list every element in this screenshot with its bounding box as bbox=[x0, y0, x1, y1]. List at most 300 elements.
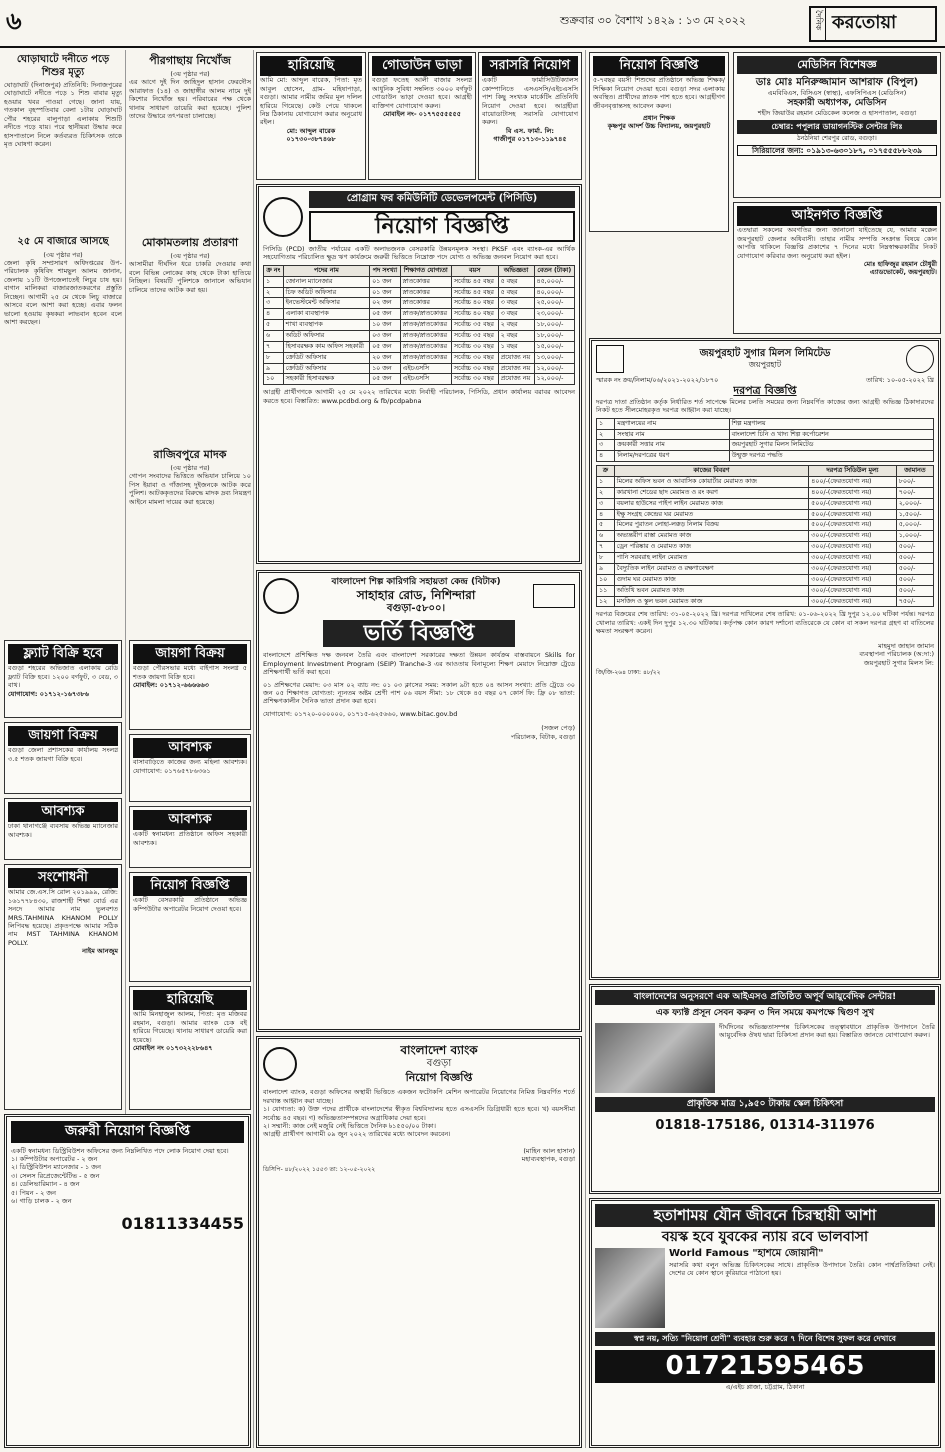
table-cell: স্নাতক/স্নাতকোত্তর bbox=[400, 352, 451, 363]
table-cell: ১২,০০০/- bbox=[534, 374, 575, 385]
table-cell: সহকারী হিসাবরক্ষক bbox=[283, 374, 369, 385]
table-cell: সর্বোচ্চ ৩০ বছর bbox=[451, 352, 498, 363]
table-cell: ইক্ষু সংগ্রহ কেন্দ্রের ঘর মেরামত bbox=[614, 509, 809, 520]
news-sub: (৩য় পৃষ্ঠার পর) bbox=[170, 251, 210, 260]
table-cell: সর্বোচ্চ ৩০ বছর bbox=[451, 374, 498, 385]
ad-title: আবশ্যক bbox=[8, 802, 118, 822]
health2-photo bbox=[595, 1248, 665, 1328]
table-cell: ৪০০/-(ফেরতযোগ্য নয়) bbox=[809, 487, 897, 498]
ad-contact: মো: আব্দুল বারেক ০১৭৩০-৩৮৭৪৬৮ bbox=[286, 126, 336, 144]
table-row bbox=[597, 477, 934, 488]
table-cell: গুদাম ঘর মেরামত কাজ bbox=[614, 574, 809, 585]
table-cell: ১ bbox=[264, 276, 284, 287]
table-row bbox=[597, 429, 934, 440]
table-cell: এইচএসসি bbox=[400, 363, 451, 374]
table-cell: উন্মুক্ত দরপত্র পদ্ধতি bbox=[729, 451, 933, 462]
ad-title: নিয়োগ বিজ্ঞপ্তি bbox=[593, 56, 725, 76]
table-row bbox=[597, 451, 934, 462]
table-cell: ১০ bbox=[597, 574, 615, 585]
ad-title: আবশ্যক bbox=[133, 810, 247, 830]
table-cell: ৬ bbox=[597, 531, 615, 542]
table-cell: ৩০০/-(ফেরতযোগ্য নয়) bbox=[809, 542, 897, 553]
table-cell: ২ bbox=[597, 429, 615, 440]
table-cell: ৮ bbox=[597, 553, 615, 564]
table-header: শিক্ষাগত যোগ্যতা bbox=[400, 265, 451, 276]
table-cell: নিলাম/দরপত্রের ধরণ bbox=[615, 451, 729, 462]
table-cell: সর্বোচ্চ ৩০ বছর bbox=[451, 341, 498, 352]
ad-contact: 01811334455 bbox=[121, 1213, 244, 1233]
health1-sub: এক ফ্যাক্ট প্রসূন সেবন করুন ৩ দিন সময়ে কমপক্ষে দ্বিগুণ সুখ bbox=[655, 1008, 875, 1019]
table-cell: জোনাল ম্যানেজার bbox=[283, 276, 369, 287]
table-cell: সংস্থার নাম bbox=[615, 429, 729, 440]
table-cell: অতিথি ভবন মেরামত কাজ bbox=[614, 585, 809, 596]
doctor-address: ঠনঠনিয়া শেরপুর রোড, বগুড়া। bbox=[797, 134, 877, 143]
table-cell: জয়পুরহাট সুগার মিলস লিমিটেড bbox=[729, 440, 933, 451]
news-title: ঘোড়াঘাটে দনীতে পড়ে শিশুর মৃত্যু bbox=[16, 54, 110, 78]
table-cell: ক্রয়কারী সত্তার নাম bbox=[615, 440, 729, 451]
health1-offer: প্রাকৃতিক মাত্র ১,৯৫০ টাকায় স্কেল চিকিৎসা bbox=[595, 1097, 935, 1112]
ad-contact: যোগাযোগ: ০১৭১২-১৬৭৩৮৬ bbox=[8, 689, 89, 698]
table-cell: সর্বোচ্চ ৪৫ বছর bbox=[451, 276, 498, 287]
table-row bbox=[597, 542, 934, 553]
ad-body: বগুড়া ফতেহ আলী বাজার সংলগ্ন আধুনিক সুবিধা সম্বলিত ৩০০০ বর্গফুট গোডাউন ভাড়া দেওয়া হবে। আগ্রহী ব্যক্তিগণ যোগাযোগ করুন। bbox=[372, 76, 472, 110]
ad-title: জরুরী নিয়োগ বিজ্ঞপ্তি bbox=[11, 1121, 244, 1143]
table-cell: ১০ bbox=[264, 374, 284, 385]
ad-ayurvedic bbox=[589, 984, 941, 1194]
news-body: জেলা কৃষি সম্প্রসারণ অধিদপ্তরের উপ-পরিচালক কৃষিবিদ শামছুল আলম জানান, জেলায় ১১টি উপজেলাতেই লিচুর চাষ হয়। বাগান মালিকরা বাজারজাতকরণের প্রস্তুতি নিচ্ছেন। আগামী ২৫ মে থেকে লিচু বাজারে আসবে বলে আশা করা হচ্ছে। এবার ফলন ভালো হওয়ায় কৃষকরা লাভবান হবেন বলে আশা করছেন। bbox=[4, 258, 122, 326]
ad-contact: প্রধান শিক্ষক কৃষ্ণপুর আদর্শ উচ্চ বিদ্যালয়, জয়পুরহাট bbox=[607, 114, 711, 131]
table-cell: ৯ bbox=[264, 363, 284, 374]
table-cell: ড্রেন পরিষ্কার ও মেরামত কাজ bbox=[614, 542, 809, 553]
table-cell: ০৩ জন bbox=[370, 331, 401, 342]
ad-contact: মোবাইল নং ০১৭৩২২২৮৬৪৭ bbox=[133, 1044, 213, 1052]
table-cell: ৪ bbox=[597, 509, 615, 520]
table-cell: ১৫,০০০/- bbox=[534, 341, 575, 352]
doctor-name: ডাঃ মোঃ মনিরুজ্জামান আশরাফ (বিপুল) bbox=[755, 76, 919, 88]
doctor-serial: সিরিয়ালের জন্য: ০১৯১৩-৬৩০১৮৭, ০১৭৫৫৫৮৮২৩৯ bbox=[737, 145, 937, 156]
pcd-table bbox=[263, 265, 575, 385]
table-cell: ৯ bbox=[597, 563, 615, 574]
table-header: পদ সংখ্যা bbox=[370, 265, 401, 276]
bank-city: বগুড়া bbox=[426, 1058, 452, 1069]
table-header: পদের নাম bbox=[283, 265, 369, 276]
sugar-notes: দরপত্র বিক্রয়ের শেষ তারিখ: ৩১-০৫-২০২২ খ্রি। দরপত্র দাখিলের শেষ তারিখ: ০১-০৬-২০২২ খ্রি দুপুর ১২.০০ ঘটিকা পর্যন্ত। দরপত্র খোলার তারিখ: একই দিন দুপুর ১২.৩০ ঘটিকায়। কর্তৃপক্ষ কোন কারণ দর্শানো ব্যতিরেকে যে কোন বা সকল দরপত্র গ্রহণ বা বাতিলের ক্ষমতা সংরক্ষণ করেন। bbox=[596, 610, 934, 636]
table-header: বেতন (টাকা) bbox=[534, 265, 575, 276]
ad-title: গোডাউন ভাড়া bbox=[372, 56, 472, 76]
table-cell: মসজিদ ও স্কুল ভবন মেরামত কাজ bbox=[614, 596, 809, 607]
table-cell: ০৫ জন bbox=[370, 341, 401, 352]
table-cell: সর্বোচ্চ ৪৫ বছর bbox=[451, 287, 498, 298]
table-cell: ইনভেস্টমেন্ট অফিসার bbox=[283, 298, 369, 309]
table-cell: ৭০০/- bbox=[896, 487, 933, 498]
ad-title: আবশ্যক bbox=[133, 738, 247, 758]
table-cell: ৩ বছর bbox=[498, 309, 534, 320]
bitac-items: ০১ প্রশিক্ষণের মেয়াদ: ০৩ মাস ০২ ব্যাচ নং: ০১ ০৩ ক্লাসের সময়: সকাল ৯টা হতে ০৪ আসন সংখ্যা: প্রতি ট্রেডে ৩০ জন ০৫ শিক্ষাগত যোগ্যতা: ন্যূনতম অষ্টম শ্রেণী পাশ ০৬ বয়স সীমা: ১৮ থেকে ৪৫ বছর ০৭ কোর্স ফি: ফ্রি ০৮ ভাতা: প্রশিক্ষণকালীন দৈনিক ভাতা প্রদান করা হবে। bbox=[263, 680, 575, 706]
table-cell: ১১ bbox=[597, 585, 615, 596]
ad-sexual-health bbox=[589, 1198, 941, 1448]
table-cell: ৪০,০০০/- bbox=[534, 287, 575, 298]
table-cell: স্নাতকোত্তর bbox=[400, 276, 451, 287]
table-row bbox=[597, 418, 934, 429]
sugar-ref-date: তারিখ: ১০-০৫-২০২২ খ্রি bbox=[866, 376, 934, 384]
ad-title: ফ্ল্যাট বিক্রি হবে bbox=[8, 644, 118, 664]
table-cell: ১২,০০০/- bbox=[534, 363, 575, 374]
news-sub: (৩য় পৃষ্ঠার পর) bbox=[170, 463, 210, 472]
table-cell: ক্রেডিট অফিসার bbox=[283, 363, 369, 374]
pcd-logo-icon bbox=[263, 197, 303, 237]
ad-body: আমি মো: আব্দুল বারেক, পিতা: মৃত আবুল হোসেন, গ্রাম- মহিষাপাড়া, বগুড়া। আমার নামীয় জমির মূল দলিল হারিয়ে গিয়েছে। কেউ পেয়ে থাকলে নিম্ন ঠিকানায় যোগাযোগ করার অনুরোধ রইল। bbox=[260, 76, 362, 127]
table-cell: ১০ জন bbox=[370, 320, 401, 331]
table-cell: ৩০০/-(ফেরতযোগ্য নয়) bbox=[809, 553, 897, 564]
table-cell: ৩ bbox=[264, 298, 284, 309]
pcd-footer: আগ্রহী প্রার্থীগণকে আগামী ২৫ মে ২০২২ তারিখের মধ্যে নির্বাহী পরিচালক, পিসিডি, প্রধান কার্যালয় বরাবর আবেদন করতে হবে। বিস্তারিত: www.pcdbd.org & fb/pcdpabna bbox=[263, 388, 575, 405]
news-title: পীরগাছায় নিখোঁজ bbox=[149, 54, 231, 67]
doctor-degree: এমবিবিএস, বিসিএস (স্বাস্থ্য), এফসিপিএস (মেডিসিন) bbox=[767, 89, 907, 98]
ad-title: নিয়োগ বিজ্ঞপ্তি bbox=[133, 876, 247, 896]
table-cell: ৩ bbox=[597, 440, 615, 451]
ad-need-2 bbox=[129, 806, 251, 868]
table-cell: ৫০০/- bbox=[896, 585, 933, 596]
ad-lost-2 bbox=[129, 986, 251, 1110]
ad-body: ঢাকা থানাগঞ্জে ব্যবসায় অভিজ্ঞ ম্যানেজার আবশ্যক। bbox=[8, 822, 118, 839]
table-cell: ৫ বছর bbox=[498, 287, 534, 298]
health2-body: সরাসরি কথা বলুন অভিজ্ঞ চিকিৎসকের সাথে। প্রাকৃতিক উপাদানে তৈরি। কোন পার্শ্বপ্রতিক্রিয়া নেই। দেশের যে কোন স্থানে কুরিয়ারে পাঠানো হয়। bbox=[669, 1260, 935, 1278]
table-cell: ১৮,০০০/- bbox=[534, 320, 575, 331]
table-row bbox=[597, 440, 934, 451]
table-cell: ৫০০/-(ফেরতযোগ্য নয়) bbox=[809, 498, 897, 509]
column-rule bbox=[253, 50, 254, 1448]
bank-logo-icon bbox=[263, 1047, 297, 1081]
ad-body: বগুড়া পৌরসভার মধ্যে বাইপাস সংলগ্ন ৫ শতক জায়গা বিক্রি হবে। bbox=[133, 664, 247, 681]
table-cell: ২ বছর bbox=[498, 331, 534, 342]
page-number: ৬ bbox=[6, 6, 22, 35]
ad-body: এতদ্বারা সকলের অবগতির জন্য জানানো যাইতেছে যে, আমার মক্কেল জয়পুরহাট জেলার অধিবাসী। তাহার নামীয় সম্পত্তি সংক্রান্ত বিষয়ে কোন আপত্তি থাকিলে বিজ্ঞপ্তি প্রকাশের ৭ দিনের মধ্যে নিম্নস্বাক্ষরকারীর নিকট যোগাযোগ করিবার জন্য অনুরোধ করা হইল। bbox=[737, 226, 937, 260]
ad-body: আমার জে.এস.সি রোল ২০১৯৯৯, রেজি: ১৬১৭৭৮৪৩০, রাজশাহী শিক্ষা বোর্ড এর সনদে আমার নাম ভুলবশত MRS.TAHMINA KHANOM POLLY লিপিবদ্ধ হয়েছে। প্রকৃতপক্ষে আমার সঠিক নাম MST TAHMINA KHANOM POLLY. bbox=[8, 888, 118, 947]
table-cell: ৩ বছর bbox=[498, 298, 534, 309]
health1-phones: 01818-175186, 01314-311976 bbox=[655, 1117, 875, 1133]
ad-body: বাসাবাড়িতে কাজের জন্য মহিলা আবশ্যক। যোগাযোগ: ০১৭৬৫৭৮৬৩৬১ bbox=[133, 758, 247, 775]
table-cell: ক্রেডিট অফিসার bbox=[283, 352, 369, 363]
table-cell: ১২ bbox=[597, 596, 615, 607]
news-sub: (৩য় পৃষ্ঠার পর) bbox=[43, 250, 83, 259]
ad-lost-1 bbox=[256, 52, 366, 180]
table-cell: প্রযোজ্য নয় bbox=[498, 352, 534, 363]
ad-signature: নাইম আনজুম bbox=[82, 947, 118, 956]
table-cell: স্নাতকোত্তর bbox=[400, 298, 451, 309]
news-sub: (৩য় পৃষ্ঠার পর) bbox=[170, 69, 210, 78]
mujib-logo-icon bbox=[906, 345, 934, 373]
table-cell: ১ bbox=[597, 418, 615, 429]
news-title: রাজিবপুরে মাদক bbox=[153, 448, 227, 461]
table-row bbox=[264, 287, 575, 298]
table-cell: সর্বোচ্চ ৩০ বছর bbox=[451, 363, 498, 374]
ad-contact: বি এস. ফার্মা. লি: গাজীপুর ০১৭১৩-১১৯৭৪৫ bbox=[493, 126, 567, 144]
table-cell: ৩ bbox=[597, 498, 615, 509]
ad-title: হারিয়েছি bbox=[260, 56, 362, 76]
sugar-work-table bbox=[596, 465, 934, 607]
ad-body: বগুড়া শহরের অভিজাত এলাকায় রেডি ফ্ল্যাট বিক্রি হবে। ১২০০ বর্গফুট, ৩ বেড, ৩ বাথ। bbox=[8, 664, 118, 690]
table-cell: ১ বছর bbox=[498, 341, 534, 352]
ad-body: ৫-৭বছর বয়সী শিশুদের প্রতিষ্ঠানে অভিজ্ঞ শিক্ষক/শিক্ষিকা নিয়োগ দেওয়া হবে। বগুড়া সদর এলাকায় অবস্থিত। প্রার্থীদের স্নাতক পাশ হতে হবে। আগ্রহীগণ জীবনবৃত্তান্তসহ আবেদন করুন। bbox=[593, 76, 725, 110]
table-row bbox=[264, 320, 575, 331]
table-cell: প্রযোজ্য নয় bbox=[498, 374, 534, 385]
sugar-sub: দরপত্র বিজ্ঞপ্তি bbox=[733, 384, 797, 398]
table-cell: ২৩,০০০/- bbox=[534, 309, 575, 320]
table-cell: ৫ বছর bbox=[498, 276, 534, 287]
ad-title: আইনগত বিজ্ঞপ্তি bbox=[737, 206, 937, 226]
table-row bbox=[264, 352, 575, 363]
bank-body: বাংলাদেশ ব্যাংক, বগুড়া অফিসের অস্থায়ী ভিত্তিতে একজন ফটোকপি মেশিন অপারেটর নিয়োগের নিমিত্ত নিম্নবর্ণিত শর্তে দরখাস্ত আহ্বান করা যাচ্ছে। ১। যোগ্যতা: ক) উক্ত পদের প্রার্থীকে বাংলাদেশের স্বীকৃত বিশ্ববিদ্যালয় হতে এসএসসি ডিগ্রিধারী হতে হবে। খ) বয়সসীমা সর্বোচ্চ ৪৫ বছর। গ) অভিজ্ঞতাসম্পন্নদের অগ্রাধিকার দেয়া হবে। ২। সম্মানী: কাজ নেই মজুরি নেই ভিত্তিতে দৈনিক ৳১৫৫০/০০ টাকা। আগ্রহী প্রার্থীগণ আগামী ০৯ জুন ২০২২ তারিখের মধ্যে আবেদন করবেন। bbox=[263, 1088, 575, 1139]
bank-recruitment bbox=[256, 1036, 582, 1448]
pcd-intro: পিসিডি (PCD) জাতীয় পর্যায়ের একটি অলাভজনক বেসরকারি উন্নয়নমূলক সংস্থা। PKSF এবং ব্যাংক-এর আর্থিক সহযোগিতায় পরিচালিত ক্ষুদ্র ঋণ কার্যক্রমে জরুরী ভিত্তিতে নিম্নোক্ত পদে যোগ্য ও অভিজ্ঞ জনবল নিয়োগ করা হবে। bbox=[263, 245, 575, 262]
table-cell: কারখানা শেডের ছাদ মেরামত ও রং করণ bbox=[614, 487, 809, 498]
news-body: আসামীরা দীর্ঘদিন ধরে চাকরি দেওয়ার কথা বলে বিভিন্ন লোকের কাছ থেকে টাকা হাতিয়ে নিচ্ছিল। বিষয়টি পুলিশকে জানালে অভিযান চালিয়ে তাদের আটক করা হয়। bbox=[129, 260, 251, 294]
table-cell: স্নাতক/স্নাতকোত্তর bbox=[400, 320, 451, 331]
health2-headline: হতাশাময় যৌন জীবনে চিরস্থায়ী আশা bbox=[595, 1204, 935, 1227]
table-cell: ১,৫০০/- bbox=[896, 509, 933, 520]
ad-title: জায়গা বিক্রয় bbox=[133, 644, 247, 664]
bitac-city: বগুড়া-৫৮০০। bbox=[386, 603, 446, 615]
table-cell: ৫,০০০/- bbox=[896, 520, 933, 531]
sugar-city: জয়পুরহাট bbox=[748, 360, 782, 370]
table-cell: ৮ bbox=[264, 352, 284, 363]
pcd-sub: নিয়োগ বিজ্ঞপ্তি bbox=[309, 211, 575, 243]
table-cell: ২,০০০/- bbox=[896, 498, 933, 509]
ad-recruit-2 bbox=[129, 872, 251, 982]
bitac-title: বাংলাদেশ শিল্প কারিগরি সহায়তা কেন্দ্র (বিটাক) bbox=[331, 577, 501, 587]
masthead bbox=[809, 6, 937, 42]
table-cell: ৫০০/-(ফেরতযোগ্য নয়) bbox=[809, 509, 897, 520]
sugar-intro: দরপত্র দাতা প্রতিষ্ঠান কর্তৃক নির্ধারিত শর্ত সাপেক্ষে মিলের চলতি সময়ের জন্য নিম্নবর্ণিত কাজের জন্য আগ্রহী অভিজ্ঞ ঠিকাদারদের নিকট হতে সীলমোহরকৃত দরপত্র আহ্বান করা যাচ্ছে। bbox=[596, 397, 934, 415]
pcd-recruitment bbox=[256, 184, 582, 564]
ad-land-sale bbox=[129, 640, 251, 730]
table-row bbox=[597, 531, 934, 542]
ad-body: একটি বেসরকারি প্রতিষ্ঠানে অভিজ্ঞ কম্পিউটার অপারেটর নিয়োগ দেওয়া হবে। bbox=[133, 896, 247, 913]
ad-doctor bbox=[733, 52, 941, 198]
table-cell: সর্বোচ্চ ৪০ বছর bbox=[451, 309, 498, 320]
table-cell: স্নাতক/স্নাতকোত্তর bbox=[400, 331, 451, 342]
table-cell: ৪৫,০০০/- bbox=[534, 276, 575, 287]
news-body: গোপন সংবাদের ভিত্তিতে অভিযান চালিয়ে ১০ পিস ইয়াবা ও গাঁজাসহ দুইজনকে আটক করে পুলিশ। আটককৃতদের বিরুদ্ধে মাদক দ্রব্য নিয়ন্ত্রণ আইনে মামলা দায়ের করা হয়েছে। bbox=[129, 472, 251, 506]
news-drowning bbox=[4, 52, 122, 232]
table-cell: মন্ত্রণালয়ের নাম bbox=[615, 418, 729, 429]
health2-brand: World Famous "হাশমে জোয়ানী" bbox=[669, 1248, 824, 1260]
ad-signature: মোঃ হাফিজুর রহমান চৌধুরী এ্যাডভোকেট, জয়পুরহাট। bbox=[863, 260, 937, 277]
bank-sub: নিয়োগ বিজ্ঞপ্তি bbox=[405, 1070, 473, 1084]
ad-body: একটি ফার্মাসিউটিক্যালস কোম্পানিতে এসএসসি/এইচএসসি পাশ কিছু সংখ্যক মার্কেটিং প্রতিনিধি নিয়োগ দেওয়া হবে। আগ্রহীরা বায়োডাটাসহ সরাসরি যোগাযোগ করুন। bbox=[482, 76, 578, 127]
table-cell: ১ bbox=[597, 477, 615, 488]
bitac-addr: সাহাহার রোড, নিশিন্দারা bbox=[356, 588, 476, 603]
health2-band: স্বপ্ন নয়, সত্যি "নিয়োগ শ্রেণী" ব্যবহার শুরু করে ৭ দিনে বিশেষ সুফল করে দেখাবে bbox=[595, 1332, 935, 1346]
table-row bbox=[264, 331, 575, 342]
table-cell: ৫০০/- bbox=[896, 553, 933, 564]
sugar-ref: স্মারক নং ক্রয়/নিলাম/০৬/২০২১-২০২২/১৮৭০ bbox=[596, 376, 719, 384]
table-cell: অডিট অফিসার bbox=[283, 331, 369, 342]
ad-contact: মোবাইল নং- ০১৭৭৫৫৫৫৫৫ bbox=[383, 110, 461, 118]
ad-need-1 bbox=[129, 734, 251, 802]
table-cell: ০৫ জন bbox=[370, 309, 401, 320]
table-header: ক্র নং bbox=[264, 265, 284, 276]
table-header: কাজের বিবরণ bbox=[614, 466, 809, 477]
news-fraud bbox=[129, 234, 251, 444]
table-cell: সর্বোচ্চ ৩৫ বছর bbox=[451, 320, 498, 331]
ad-body: আমি মিনহাজুল আলম, পিতা: মৃত মজিবর রহমান, বগুড়া। আমার ব্যাংক চেক বই হারিয়ে গিয়েছে। থানায় সাধারণ ডায়েরি করা হয়েছে। bbox=[133, 1010, 247, 1044]
bitac-contact: যোগাযোগ: ০১৭২০-০০০০০০, ০১৭১৫-৬২৫৬৬০, www.bitac.gov.bd bbox=[263, 709, 458, 718]
table-row bbox=[264, 309, 575, 320]
table-header: অভিজ্ঞতা bbox=[498, 265, 534, 276]
table-row bbox=[597, 553, 934, 564]
table-row bbox=[264, 374, 575, 385]
bitac-signature: (সজল পেড়) পরিচালক, বিটাক, বগুড়া bbox=[510, 724, 575, 741]
table-cell: এলাকা ব্যবস্থাপক bbox=[283, 309, 369, 320]
bitac-sub: ভর্তি বিজ্ঞপ্তি bbox=[323, 620, 515, 648]
table-cell: সর্বোচ্চ ৩৫ বছর bbox=[451, 331, 498, 342]
table-cell: ৭ bbox=[264, 341, 284, 352]
table-row bbox=[264, 341, 575, 352]
pcd-title: প্রোগ্রাম ফর কমিউনিটি ডেভেলপমেন্ট (পিসিডি) bbox=[309, 191, 575, 208]
health2-sub: বয়স্ক হবে যুবকের ন্যায় রবে ভালবাসা bbox=[661, 1228, 869, 1245]
table-cell: শিল্প মন্ত্রণালয় bbox=[729, 418, 933, 429]
ad-land-sale-2 bbox=[4, 722, 122, 794]
table-cell: ৬ bbox=[264, 331, 284, 342]
doctor-post: সহকারী অধ্যাপক, মেডিসিন bbox=[787, 97, 887, 108]
bitac-body: বাংলাদেশে প্রশিক্ষিত দক্ষ জনবল তৈরি এবং বাংলাদেশ সরকারের দক্ষতা উন্নয়ন কার্যক্রম বাস্তবায়নে Skills for Employment Investment Program (SEIP) Tranche-3 এর আওতায় বিনামূল্যে শিক্ষণ মেয়াদে নিম্নোক্ত ট্রেডে প্রশিক্ষণার্থী ভর্তি করা হবে। bbox=[263, 651, 575, 677]
health2-phone: 01721595465 bbox=[595, 1350, 935, 1383]
ad-title: জায়গা বিক্রয় bbox=[8, 726, 118, 746]
table-cell: বয়লার হাউসের পাইপ লাইন মেরামত কাজ bbox=[614, 498, 809, 509]
table-cell: ২ বছর bbox=[498, 320, 534, 331]
table-cell: অভ্যন্তরীণ রাস্তা মেরামত কাজ bbox=[614, 531, 809, 542]
health1-body: দীর্ঘদিনের অভিজ্ঞতাসম্পন্ন চিকিৎসকের তত্ত্বাবধানে প্রাকৃতিক উপাদানে তৈরি আয়ুর্বেদিক ঔষধ দ্বারা চিকিৎসা প্রদান করা হয়। বিস্তারিত জানতে যোগাযোগ করুন। bbox=[719, 1022, 935, 1039]
sugar-title: জয়পুরহাট সুগার মিলস লিমিটেড bbox=[699, 347, 831, 359]
news-market bbox=[4, 234, 122, 634]
page-header bbox=[0, 0, 945, 48]
table-cell: বৈদ্যুতিক লাইন মেরামত ও রক্ষণাবেক্ষণ bbox=[614, 563, 809, 574]
bitac-admission bbox=[256, 570, 582, 1032]
table-cell: ৮০০/- bbox=[896, 477, 933, 488]
ad-contact: মোবাইল: ০১৭১২-৬৬৬৬৬৩ bbox=[133, 681, 209, 690]
table-cell: ০১ জন bbox=[370, 287, 401, 298]
table-row bbox=[264, 276, 575, 287]
doctor-band: মেডিসিন বিশেষজ্ঞ bbox=[737, 56, 937, 74]
table-cell: বাংলাদেশ চিনি ও খাদ্য শিল্প কর্পোরেশন bbox=[729, 429, 933, 440]
table-row bbox=[597, 509, 934, 520]
table-cell: স্নাতকোত্তর bbox=[400, 287, 451, 298]
table-row bbox=[597, 487, 934, 498]
table-row bbox=[597, 563, 934, 574]
table-cell: ০২ জন bbox=[370, 298, 401, 309]
table-cell: ৩০০/-(ফেরতযোগ্য নয়) bbox=[809, 585, 897, 596]
table-cell: ২৫,০০০/- bbox=[534, 298, 575, 309]
table-cell: মিলের অফিস ভবন ও আবাসিক কোয়ার্টার মেরামত কাজ bbox=[614, 477, 809, 488]
ad-urgent-recruit bbox=[4, 1114, 251, 1448]
doctor-chamber: চেম্বার: পপুলার ডায়াগনস্টিক সেন্টার লিঃ bbox=[737, 120, 937, 134]
table-header: জামানত bbox=[896, 466, 933, 477]
table-row bbox=[597, 498, 934, 509]
masthead-small: দৈনিক bbox=[811, 8, 826, 40]
sugar-signature: মাহমুদা জাহান জামান ব্যবস্থাপনা পরিচালক (অ:দা:) জয়পুরহাট সুগার মিলস লি: bbox=[859, 641, 934, 667]
table-cell: ৪ bbox=[264, 309, 284, 320]
health1-headline: বাংলাদেশের অনুসরণে এক আইএসও প্রতিষ্ঠিত অপূর্ব আয়ুর্বেদিক সেন্টার! bbox=[595, 990, 935, 1005]
table-cell: ৭৫০/- bbox=[896, 596, 933, 607]
table-cell: ৩০০/-(ফেরতযোগ্য নয়) bbox=[809, 574, 897, 585]
table-cell: ৭ bbox=[597, 542, 615, 553]
table-row bbox=[597, 520, 934, 531]
table-cell: ৫ bbox=[597, 520, 615, 531]
ad-recruit-1 bbox=[589, 52, 729, 232]
bank-title: বাংলাদেশ ব্যাংক bbox=[400, 1043, 478, 1057]
column-rule bbox=[585, 50, 586, 1448]
doctor-institution: শহীদ জিয়াউর রহমান মেডিকেল কলেজ ও হাসপাতাল, বগুড়া bbox=[757, 108, 917, 117]
table-cell: শাখা ব্যবস্থাপক bbox=[283, 320, 369, 331]
ad-body: বগুড়া জেলা প্রশাসকের কার্যালয় সংলগ্ন ৩.৫ শতক জায়গা বিক্রি হবে। bbox=[8, 746, 118, 763]
table-cell: ১৩,০০০/- bbox=[534, 352, 575, 363]
table-cell: ১০ জন bbox=[370, 363, 401, 374]
table-cell: ৩০০/-(ফেরতযোগ্য নয়) bbox=[809, 563, 897, 574]
sugar-mill-tender bbox=[589, 338, 941, 980]
table-row bbox=[597, 574, 934, 585]
news-body: ঘোড়াঘাট (দিনাজপুর) প্রতিনিধি: দিনাজপুরের ঘোড়াঘাটে নদীতে পড়ে ১ শিশু বাবার মৃত্যু হওয়ার খবর পাওয়া গেছে। জানা যায়, গতকাল বৃহস্পতিবার বেলা ১টায় ঘোড়াঘাট পৌর শহরের বালুপাড়া এলাকায় শিশুটি নদীতে পড়ে যায়। পরে স্থানীয়রা উদ্ধার করে হাসপাতালে নিলে কর্তব্যরত চিকিৎসক তাকে মৃত ঘোষণা করেন। bbox=[4, 81, 122, 149]
table-cell: ৫০০/- bbox=[896, 574, 933, 585]
sugar-meta-table bbox=[596, 418, 934, 462]
ad-title: সরাসরি নিয়োগ bbox=[482, 56, 578, 76]
sugar-code: জি/জি-২৬৪ ঢাকা: ৪৮/২২ bbox=[596, 668, 661, 676]
table-row bbox=[597, 585, 934, 596]
news-missing bbox=[129, 52, 251, 232]
table-cell: ২ bbox=[597, 487, 615, 498]
table-row bbox=[264, 298, 575, 309]
ad-need-3 bbox=[4, 798, 122, 860]
table-cell: ০১ জন bbox=[370, 276, 401, 287]
health2-address: এ/এইচ প্লাজা, চট্টগ্রাম, ঠিকানা bbox=[725, 1382, 805, 1391]
table-cell: চিফ অডিট অফিসার bbox=[283, 287, 369, 298]
news-title: মোকামতলায় প্রতারণা bbox=[141, 236, 239, 249]
table-cell: ৩০০/-(ফেরতযোগ্য নয়) bbox=[809, 531, 897, 542]
ad-flat-sale bbox=[4, 640, 122, 718]
table-cell: প্রযোজ্য নয় bbox=[498, 363, 534, 374]
table-cell: ৫০০/- bbox=[896, 542, 933, 553]
table-cell: সর্বোচ্চ ৪০ বছর bbox=[451, 298, 498, 309]
table-cell: মিলের পুরাতন লোহা-লক্কড় নিলাম বিক্রয় bbox=[614, 520, 809, 531]
ad-godown bbox=[368, 52, 476, 180]
table-cell: ২০ জন bbox=[370, 352, 401, 363]
news-body: এর আগে দুই দিন জাহিদুল হাসান ফেরদৌস আরাফাত (১৪) ও জাহাঙ্গীর আলম নামে দুই কিশোর নিখোঁজ হয়। পরিবারের পক্ষ থেকে থানায় সাধারণ ডায়েরি করা হয়েছে। পুলিশ তাদের উদ্ধারে তৎপরতা চালাচ্ছে। bbox=[129, 78, 251, 120]
table-cell: স্নাতক/স্নাতকোত্তর bbox=[400, 341, 451, 352]
table-cell: স্নাতক/স্নাতকোত্তর bbox=[400, 309, 451, 320]
ad-direct-recruit bbox=[478, 52, 582, 180]
ad-title: সংশোধনী bbox=[8, 868, 118, 888]
table-header: ক্র bbox=[597, 466, 615, 477]
table-cell: ৪০০/-(ফেরতযোগ্য নয়) bbox=[809, 477, 897, 488]
table-cell: ২ bbox=[264, 287, 284, 298]
issue-date: শুক্রবার ৩০ বৈশাখ ১৪২৯ : ১৩ মে ২০২২ bbox=[560, 14, 747, 27]
table-cell: ১৮,০০০/- bbox=[534, 331, 575, 342]
table-cell: এইচএসসি bbox=[400, 374, 451, 385]
table-cell: ৪ bbox=[597, 451, 615, 462]
table-header: বয়স bbox=[451, 265, 498, 276]
news-drugs bbox=[129, 446, 251, 636]
table-cell: ৫০০/- bbox=[896, 563, 933, 574]
ad-title: হারিয়েছি bbox=[133, 990, 247, 1010]
table-row bbox=[264, 363, 575, 374]
seip-logo-icon bbox=[533, 584, 575, 608]
news-title: ২৫ মে বাজারে আসছে bbox=[17, 236, 109, 247]
ad-correction bbox=[4, 864, 122, 1110]
ad-legal bbox=[733, 202, 941, 334]
masthead-name: করতোয়া bbox=[832, 12, 897, 33]
bank-signature: (মাহিন আল হাসান) মহাব্যবস্থাপক, বগুড়া bbox=[521, 1146, 575, 1164]
bank-code: ডিসিপি- ৪৮/২০২২ ১৫৫৩ তা: ১২-০৫-২০২২ bbox=[263, 1165, 376, 1173]
